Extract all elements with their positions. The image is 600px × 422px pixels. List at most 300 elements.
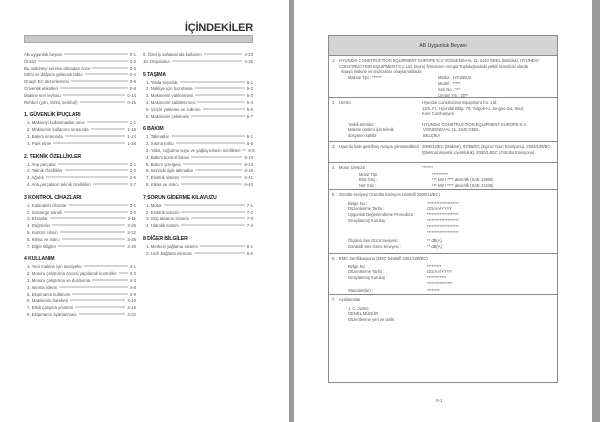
toc-entry-page: 6-13 bbox=[244, 161, 253, 167]
signatory-position: GENEL MÜDÜR bbox=[348, 311, 379, 317]
toc-entry[interactable] bbox=[24, 52, 136, 59]
doc-no-label: Belge No : bbox=[348, 263, 368, 269]
section-number: 6. bbox=[332, 256, 336, 261]
toc-entry[interactable] bbox=[143, 175, 253, 182]
declaration-box bbox=[328, 35, 558, 383]
toc-entry-page: 5-4 bbox=[246, 99, 253, 105]
toc-entry-label: 4. Makinenin sabitlenmesi bbox=[146, 99, 196, 105]
toc-entry-page: 6-44 bbox=[244, 181, 253, 187]
toc-entry[interactable] bbox=[143, 168, 253, 175]
toc-entry-label: 5. Kontrol cihazı bbox=[27, 229, 58, 235]
toc-entry[interactable] bbox=[24, 298, 136, 305]
toc-entry[interactable] bbox=[143, 148, 253, 155]
manufacturer-line: 12th. Fl., Hyundai Bldg. 75, Yulgok-ro, Jongno-Gu, Seul, bbox=[422, 105, 524, 111]
toc-entry-page: 6-16 bbox=[244, 168, 253, 174]
directives-value: 2006/42/EC (Makine), 97/68/EC (Egzoz Gazı Emisyonu), 2004/108/EC (Elektromanyetik Uyumluluk), 2000/14/EC (Gürültü Emisyonu) bbox=[422, 144, 551, 155]
toc-entry-page: 0-5 bbox=[129, 79, 136, 85]
toc-entry-label: 6. Servisle ilgili talimatlar bbox=[146, 168, 194, 174]
toc-entry-label: 6. Makinenin hareketi bbox=[27, 298, 68, 304]
toc-entry-page: 3-36 bbox=[127, 236, 136, 242]
toc-entry-label: 1. Yolda seyahat bbox=[146, 79, 178, 85]
toc-entry-page: 0-6 bbox=[129, 85, 136, 91]
toc-entry[interactable] bbox=[24, 237, 136, 244]
page-edge bbox=[592, 0, 600, 422]
toc-entry[interactable] bbox=[24, 134, 136, 141]
toc-entry-page: 6-8 bbox=[248, 147, 255, 153]
toc-entry-page: 0-2 bbox=[129, 58, 136, 64]
leader-dots bbox=[195, 88, 245, 89]
toc-entry[interactable] bbox=[24, 203, 136, 210]
toc-entry-page: 4-10 bbox=[127, 298, 136, 304]
section-number: 2. bbox=[332, 100, 336, 105]
toc-entry-label: 6. Makinenin çekilmesi bbox=[146, 113, 190, 119]
guaranteed-sound-value: ** dB(A) bbox=[427, 244, 442, 250]
toc-entry[interactable] bbox=[24, 292, 136, 299]
toc-entry[interactable] bbox=[24, 216, 136, 223]
toc-entry[interactable] bbox=[143, 155, 253, 162]
toc-entry[interactable] bbox=[24, 278, 136, 285]
toc-section-heading[interactable]: 4 KULLANIM bbox=[24, 256, 55, 263]
leader-dots bbox=[79, 313, 126, 314]
notified-body-label: Onaylanmış Kuruluş : bbox=[348, 217, 388, 223]
toc-entry-page: 7-1 bbox=[246, 202, 253, 208]
decl-section-6 bbox=[329, 254, 557, 295]
leader-dots bbox=[195, 170, 242, 171]
toc-entry[interactable] bbox=[24, 168, 136, 175]
toc-entry-label: 10. Depolama bbox=[143, 58, 170, 64]
leader-dots bbox=[80, 101, 126, 102]
rep-line: VOSSENDAAL 11, 2440 GEEL bbox=[423, 127, 480, 133]
leader-dots bbox=[183, 163, 243, 164]
toc-entry[interactable] bbox=[24, 79, 136, 86]
leader-dots bbox=[191, 218, 245, 219]
toc-entry-label: 4. Ana parçaların teknik özellikleri bbox=[27, 181, 91, 187]
leader-dots bbox=[63, 94, 126, 95]
toc-entry-label: 4. Düğmeler bbox=[27, 223, 51, 229]
toc-entry-page: 5-7 bbox=[246, 113, 253, 119]
leader-dots bbox=[191, 115, 245, 116]
toc-entry[interactable] bbox=[24, 312, 136, 319]
gross-power-value: *** kW / **** devir/dk (SAE J1995) bbox=[432, 177, 494, 183]
place-date-label: Düzenlenme yeri ve tarihi : bbox=[348, 316, 397, 322]
toc-entry-label: 5. Bakım çizelgesi bbox=[146, 161, 181, 167]
notified-body-value: ******************** bbox=[427, 223, 459, 229]
toc-section-heading[interactable]: 5 TAŞIMA bbox=[143, 71, 167, 78]
toc-entry-label: 7. Diğer Bilgiler bbox=[27, 243, 57, 249]
guaranteed-sound-label: Garantili Ses Gücü Seviyesi : bbox=[348, 244, 402, 250]
leader-dots bbox=[84, 266, 128, 267]
toc-entry[interactable] bbox=[143, 134, 253, 141]
leader-dots bbox=[180, 81, 245, 82]
toc-entry[interactable] bbox=[24, 162, 136, 169]
toc-entry-label: Önsöz bbox=[24, 58, 37, 64]
toc-entry[interactable] bbox=[24, 285, 136, 292]
toc-entry-page: 1-1 bbox=[129, 120, 136, 126]
toc-entry-page: 3-26 bbox=[127, 223, 136, 229]
toc-entry-label: Rehber (yön, Sıhhi, sembol) bbox=[24, 99, 78, 105]
leader-dots bbox=[52, 225, 125, 226]
measured-sound-label: Ölçülen Ses Gücü Seviyesi : bbox=[348, 238, 400, 244]
toc-section-heading[interactable]: 3 KONTROL CİHAZLARI bbox=[24, 194, 82, 201]
toc-page bbox=[0, 0, 289, 422]
declaration-page bbox=[294, 0, 592, 422]
rep-line: HYUNDAI CONSTRUCTION EQUIPMENT EUROPE N.V. bbox=[422, 121, 528, 127]
section-subtext: itişaşıt makine ve teçhizatını onaylamaktadır. bbox=[341, 69, 423, 75]
decl-section-5 bbox=[329, 190, 557, 254]
toc-entry-label: 6. Klima ve ısıtıcı bbox=[27, 236, 60, 242]
signatory-name: J. C. JUNG bbox=[348, 305, 369, 311]
noise-label: Gürültü seviyesi (Gürültü Emisyon Direktifi 2000/14/EC) bbox=[339, 192, 440, 197]
toc-entry-label: 3. Ağırlık bbox=[27, 175, 44, 181]
leader-dots bbox=[85, 74, 128, 75]
manufacturer-line: Kore Cumhuriyeti bbox=[422, 111, 454, 117]
notified-body-label: Onaylanmış Kuruluş : bbox=[348, 275, 388, 281]
toc-entry-page: 2-1 bbox=[129, 161, 136, 167]
toc-entry[interactable] bbox=[143, 244, 253, 251]
toc-entry-page: 0-4 bbox=[129, 72, 136, 78]
toc-entry[interactable] bbox=[24, 59, 136, 66]
toc-entry[interactable] bbox=[143, 100, 253, 107]
toc-entry-page: 6-1 bbox=[246, 134, 253, 140]
toc-entry[interactable] bbox=[24, 271, 136, 278]
standards-label: Standart(lar) : bbox=[348, 287, 374, 293]
toc-entry-label: 1. Motor bbox=[146, 202, 162, 208]
toc-entry-page: 7-2 bbox=[246, 209, 253, 215]
toc-entry-label: 4. Park etme bbox=[27, 140, 52, 146]
declaration-title: AB Uygunluk Beyanı bbox=[329, 36, 557, 56]
toc-column-1 bbox=[24, 52, 136, 319]
toc-entry-label: 8. Ekipmanın ayarlanması bbox=[27, 311, 77, 317]
serial-no: Seri No : *** bbox=[438, 86, 460, 92]
leader-dots bbox=[242, 149, 246, 150]
leader-dots bbox=[46, 177, 128, 178]
toc-entry[interactable] bbox=[24, 264, 136, 271]
toc-entry[interactable] bbox=[24, 100, 136, 107]
doc-no-value: ********* bbox=[427, 263, 442, 269]
rep-label: Yetkili temsilci: bbox=[348, 121, 375, 127]
leader-dots bbox=[181, 211, 244, 212]
toc-entry-label: 2. Makinenin kullanımı sırasında bbox=[27, 127, 89, 133]
decl-section-7 bbox=[329, 295, 557, 324]
toc-entry-label: 3. Yakıt, soğutma suyu ve yağlayıcıların özellikleri bbox=[146, 147, 241, 153]
toc-entry[interactable] bbox=[24, 244, 136, 251]
toc-entry-page: 3-2 bbox=[129, 209, 136, 215]
leader-dots bbox=[194, 252, 244, 253]
brand: Marka : HYUNDAI bbox=[438, 74, 472, 80]
leader-dots bbox=[58, 245, 125, 246]
toc-entry-label: 2. Motoru çalıştırma öncesi yapılacak kontroller bbox=[27, 271, 117, 277]
leader-dots bbox=[50, 218, 126, 219]
section-number: 5. bbox=[332, 192, 336, 197]
toc-entry-label: 7. Etkili çalışma yöntemi bbox=[27, 305, 74, 311]
toc-entry-page: 8-1 bbox=[246, 243, 253, 249]
issue-date-label: Düzenlenme Tarihi : bbox=[348, 269, 385, 275]
toc-entry-page: 5-2 bbox=[246, 86, 253, 92]
leader-dots bbox=[64, 211, 128, 212]
decl-section-2 bbox=[329, 98, 557, 142]
issue-date-value: GG/AA/YYYY bbox=[427, 269, 453, 275]
toc-entry-label: 1. Ana parçalar bbox=[27, 161, 56, 167]
leader-dots bbox=[38, 60, 127, 61]
net-power-value: *** kW / **** devir/dk (SAE J1349) bbox=[432, 183, 494, 189]
toc-entry-page: 5-3 bbox=[246, 93, 253, 99]
toc-entry-label: Onaylı EC düzenlemesi bbox=[24, 79, 69, 85]
toc-column-2 bbox=[143, 52, 253, 258]
leader-dots bbox=[181, 225, 245, 226]
leader-dots bbox=[60, 231, 126, 232]
toc-entry-label: 2. Sıkma torku bbox=[146, 141, 174, 147]
toc-entry[interactable] bbox=[143, 114, 253, 121]
toc-entry-label: AB uygunluk beyanı bbox=[24, 52, 63, 57]
toc-entry[interactable] bbox=[143, 107, 253, 114]
toc-entry-page: 1-15 bbox=[127, 127, 136, 133]
section-number: 1. bbox=[332, 58, 336, 63]
machine-type: Makine Tipi : ****** bbox=[348, 74, 382, 80]
toc-entry-page: 4-8 bbox=[129, 284, 136, 290]
toc-entry-page: 3-32 bbox=[127, 229, 136, 235]
toc-entry[interactable] bbox=[143, 52, 253, 59]
toc-entry-page: 4-1 bbox=[129, 264, 136, 270]
leader-dots bbox=[91, 129, 126, 130]
section-text: HYUNDAI CONSTRUCTION EQUIPMENT EUROPE N.V VOSSENDAAL 11, 2440 GEEL (Belçika), HYUNDAI CONSTRUCTION EQUIPMENT Co. Ltd. (Kore) firmasının Avrupa Topluluğundaki yetkili temsilcisi olarak bbox=[339, 58, 539, 69]
toc-entry-label: 2. Gösterge paneli bbox=[27, 209, 63, 215]
toc-entry[interactable] bbox=[143, 251, 253, 258]
toc-entry-label: 4. Isınma işlemi bbox=[27, 284, 57, 290]
toc-entry-page: 0-14 bbox=[127, 92, 136, 98]
remarks-label: Açıklamalar bbox=[339, 297, 361, 302]
net-power-label: Net Güç : bbox=[359, 183, 377, 189]
standards-value: ******** bbox=[427, 287, 440, 293]
toc-entry[interactable] bbox=[24, 175, 136, 182]
toc-entry-label: 1. Merkezi yağlama sistemi bbox=[146, 243, 198, 249]
toc-entry-label: 3. Bakım sırasında bbox=[27, 133, 63, 139]
toc-entry-page: 2-2 bbox=[129, 168, 136, 174]
toc-entry[interactable] bbox=[143, 182, 253, 189]
toc-entry-page: 7-4 bbox=[246, 223, 253, 229]
decl-section-4 bbox=[329, 163, 557, 190]
toc-entry-label: Sıhhi ve dağıtım girilecek tablo bbox=[24, 72, 83, 78]
toc-entry[interactable] bbox=[143, 203, 253, 210]
leader-dots bbox=[171, 136, 245, 137]
toc-entry-page: 2-6 bbox=[129, 175, 136, 181]
measured-sound-value: ** dB(A) bbox=[427, 238, 442, 244]
toc-entry-page: 6-10 bbox=[244, 154, 253, 160]
leader-dots bbox=[93, 183, 128, 184]
toc-entry[interactable] bbox=[24, 305, 136, 312]
section-number: 4. bbox=[332, 165, 336, 170]
toc-entry-label: 5. Ekipmanın kullanımı bbox=[27, 291, 71, 297]
toc-entry-page: 4-22 bbox=[127, 311, 136, 317]
leader-dots bbox=[71, 81, 128, 82]
section-number: 7. bbox=[332, 297, 336, 302]
toc-entry-page: 5-6 bbox=[246, 106, 253, 112]
conformity-procedure-value: ******************** bbox=[427, 212, 459, 218]
toc-entry-page: 4-15 bbox=[127, 305, 136, 311]
toc-entry-page: 4-2 bbox=[129, 271, 136, 277]
toc-entry-label: 4. Hidrolik sistem bbox=[146, 223, 179, 229]
toc-entry-label: 2. Teknik Özellikler bbox=[27, 168, 63, 174]
toc-section-heading[interactable]: 7 SORUN GİDERME KILAVUZU bbox=[143, 194, 217, 201]
leader-dots bbox=[164, 204, 245, 205]
toc-entry[interactable] bbox=[143, 223, 253, 230]
leader-dots bbox=[119, 273, 128, 274]
blank-label bbox=[348, 230, 427, 236]
toc-entry-page: 0-15 bbox=[127, 99, 136, 105]
toc-entry[interactable] bbox=[24, 86, 136, 93]
toc-entry-page: 7-3 bbox=[246, 216, 253, 222]
leader-dots bbox=[65, 135, 126, 136]
toc-title: İÇİNDEKİLER bbox=[184, 22, 253, 34]
conformity-procedure-label: Uygunluk Değerlendirme Prosedürü : bbox=[348, 212, 416, 218]
toc-entry-label: 1. Yeni makine için tavsiyeler bbox=[27, 264, 82, 270]
leader-dots bbox=[92, 67, 127, 68]
toc-entry-page: 1-28 bbox=[127, 140, 136, 146]
toc-entry-label: 3. Güç aktarım sistemi bbox=[146, 216, 189, 222]
toc-entry[interactable] bbox=[143, 162, 253, 169]
toc-entry-page: 8-6 bbox=[246, 250, 253, 256]
toc-entry-page: 5-1 bbox=[246, 79, 253, 85]
toc-entry[interactable] bbox=[143, 141, 253, 148]
toc-entry-label: Makine veri levhası bbox=[24, 92, 61, 98]
toc-entry-page: 4-23 bbox=[244, 52, 253, 57]
toc-entry[interactable] bbox=[24, 182, 136, 189]
toc-section-heading[interactable]: 8 DİĞER BİLGİLER bbox=[143, 235, 188, 242]
emc-label: EMC Sertifikasyonu (EMC Direktifi 2004/108/EC) bbox=[339, 256, 428, 261]
notified-body-value: **************** bbox=[427, 280, 453, 286]
leader-dots bbox=[176, 143, 245, 144]
toc-entry[interactable] bbox=[143, 86, 253, 93]
leader-dots bbox=[197, 101, 244, 102]
gross-power-label: Brüt Güç : bbox=[359, 177, 378, 183]
leader-dots bbox=[62, 238, 126, 239]
toc-entry-label: 5. Vinçle yükleme ve indirme bbox=[146, 106, 201, 112]
section-number: 3. bbox=[332, 144, 336, 149]
page-number: 0-1 bbox=[436, 398, 443, 403]
toc-entry-page: 0-1 bbox=[129, 52, 136, 57]
leader-dots bbox=[58, 163, 128, 164]
leader-dots bbox=[87, 122, 128, 123]
toc-entry[interactable] bbox=[24, 210, 136, 217]
toc-entry[interactable] bbox=[24, 66, 136, 73]
toc-entry-page: 4-9 bbox=[129, 291, 136, 297]
toc-entry-page: 0-3 bbox=[129, 65, 136, 71]
toc-entry-label: 2. Hızlı bağlantı elemanı bbox=[146, 250, 193, 256]
toc-entry-label: 1. Kabindeki cihazlar bbox=[27, 202, 67, 208]
toc-entry-label: 7. Elektrik sistemi bbox=[146, 175, 180, 181]
toc-section-heading[interactable]: 2. TEKNİK ÖZELLİKLER bbox=[24, 153, 82, 160]
leader-dots bbox=[69, 204, 128, 205]
engine-maker-label: Motor Üreticisi : bbox=[339, 165, 368, 170]
toc-entry-page: 3-1 bbox=[129, 202, 136, 208]
toc-entry[interactable] bbox=[24, 127, 136, 134]
toc-entry-label: 8. Klima ve ısıtıcı bbox=[146, 181, 179, 187]
leader-dots bbox=[181, 183, 243, 184]
toc-entry-label: 1. Makineyi kullanmadan önce bbox=[27, 120, 85, 126]
toc-entry[interactable] bbox=[24, 93, 136, 100]
toc-entry[interactable] bbox=[24, 120, 136, 127]
toc-entry[interactable] bbox=[143, 210, 253, 217]
toc-entry-label: 3. Motoru çalıştırma ve durdurma bbox=[27, 277, 91, 283]
leader-dots bbox=[60, 87, 128, 88]
leader-dots bbox=[72, 293, 127, 294]
manufacturer-line: Hyundai Construction Equipment Co. Ltd. bbox=[422, 100, 498, 105]
toc-entry-label: Güvenlik etiketleri bbox=[24, 85, 58, 91]
blank-label bbox=[348, 281, 427, 287]
doc-no-label: Belge No : bbox=[348, 200, 368, 206]
notified-body-value: ************ bbox=[427, 275, 447, 281]
leader-dots bbox=[200, 245, 245, 246]
leader-dots bbox=[75, 307, 125, 308]
toc-section-heading[interactable]: 1. GÜVENLİK İPUÇLARI bbox=[24, 112, 81, 119]
toc-entry[interactable] bbox=[24, 72, 136, 79]
engine-type-label: Motor Tipi : bbox=[359, 171, 380, 177]
engine-maker-value: ******* bbox=[422, 165, 434, 170]
toc-entry-label: Bu makineyi servise almadan önce bbox=[24, 65, 91, 71]
notified-body-value: ******************** bbox=[427, 229, 459, 235]
toc-entry-label: 3. Makinenin yüklenmesi bbox=[146, 93, 194, 99]
leader-dots bbox=[203, 108, 245, 109]
rep-line: BELÇİKA bbox=[423, 132, 441, 138]
toc-entry[interactable] bbox=[24, 223, 136, 230]
leader-dots bbox=[53, 142, 125, 143]
toc-entry-label: 9. Özel iş sahalarında kullanım bbox=[143, 52, 202, 57]
leader-dots bbox=[172, 60, 243, 61]
toc-entry[interactable] bbox=[143, 216, 253, 223]
issue-date-label: Düzenlenme Tarihi : bbox=[348, 206, 385, 212]
issue-date-value: GG/AA/YYYY bbox=[427, 206, 453, 212]
toc-entry-page: 4-3 bbox=[129, 277, 136, 283]
production-year: Üretim Yılı : 20** bbox=[438, 92, 469, 98]
toc-entry[interactable] bbox=[143, 80, 253, 87]
toc-title-bar bbox=[24, 35, 253, 43]
toc-entry-page: 3-11 bbox=[127, 216, 136, 222]
toc-entry[interactable] bbox=[24, 230, 136, 237]
rep-label: Makine üretimi için teknik bbox=[348, 127, 394, 133]
toc-entry-label: 2. Nakliye için hazırlama bbox=[146, 86, 193, 92]
leader-dots bbox=[59, 286, 128, 287]
directives-label: Uyumlu hale getirilmiş Avrupa yönetmelikleri : bbox=[339, 144, 422, 149]
toc-entry-label: 1. Talimatlar bbox=[146, 134, 170, 140]
leader-dots bbox=[204, 54, 243, 55]
engine-type-value: ********** bbox=[432, 171, 448, 177]
leader-dots bbox=[181, 177, 242, 178]
toc-entry-page: 6-41 bbox=[244, 175, 253, 181]
rep-label: dosyanın sahibi bbox=[348, 132, 377, 138]
toc-entry-page: 1-24 bbox=[127, 133, 136, 139]
toc-entry-label: 4. Bakım kontrol listesi bbox=[146, 154, 189, 160]
leader-dots bbox=[65, 170, 128, 171]
decl-section-3 bbox=[329, 142, 557, 163]
toc-entry[interactable] bbox=[143, 59, 253, 66]
toc-entry-label: 2. Elektrik sistemi bbox=[146, 209, 180, 215]
toc-entry-page: 6-5 bbox=[246, 141, 253, 147]
leader-dots bbox=[191, 156, 242, 157]
toc-entry[interactable] bbox=[24, 141, 136, 148]
decl-section-1 bbox=[329, 56, 557, 98]
leader-dots bbox=[64, 54, 128, 55]
leader-dots bbox=[92, 279, 127, 280]
doc-no-value: ******************** bbox=[427, 200, 459, 206]
toc-entry[interactable] bbox=[143, 93, 253, 100]
toc-section-heading[interactable]: 6 BAKIM bbox=[143, 126, 164, 133]
toc-entry-page: 2-7 bbox=[129, 181, 136, 187]
leader-dots bbox=[195, 95, 245, 96]
model: Model : ***** bbox=[438, 81, 461, 87]
manufacturer-label: Üretici bbox=[339, 100, 351, 105]
toc-entry-page: 3-40 bbox=[127, 243, 136, 249]
leader-dots bbox=[70, 300, 126, 301]
notified-body-value: ******************** bbox=[427, 217, 459, 223]
